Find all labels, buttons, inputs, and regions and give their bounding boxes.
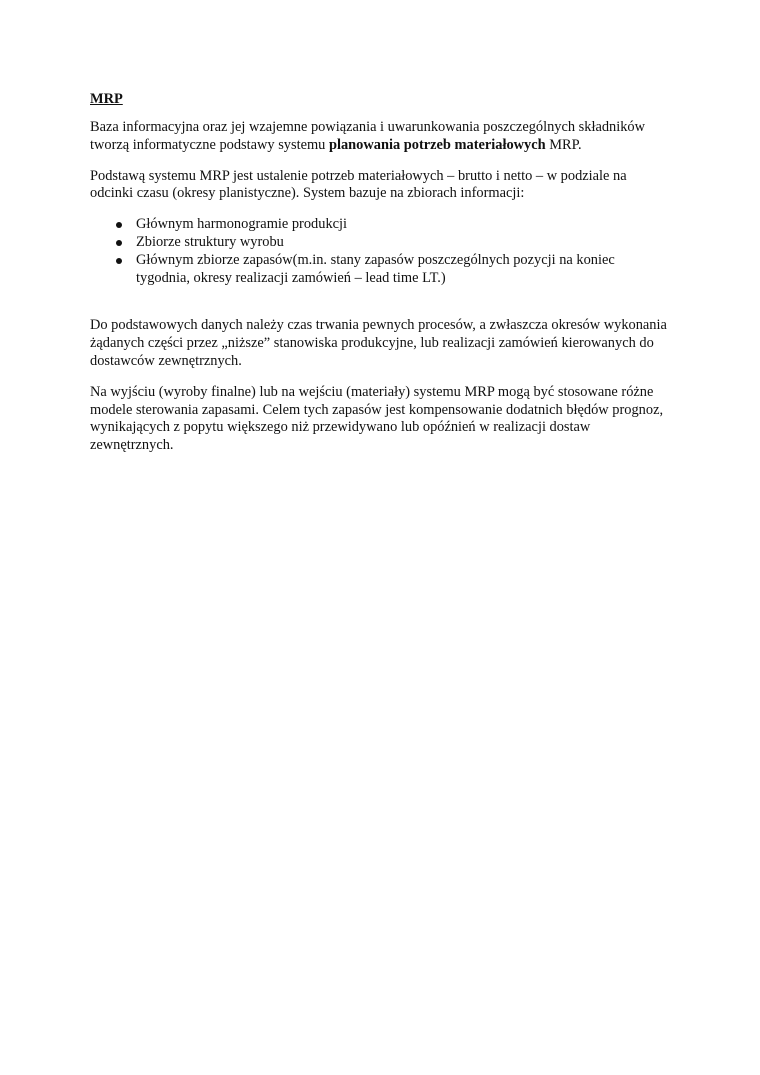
paragraph-data: Do podstawowych danych należy czas trwania pewnych procesów, a zwłaszcza okresów wykonania żądanych części przez „niższe” stanowiska produkcyjne, lub realizacji zamówień kierowanych do dostawców zewnętrznych. (90, 317, 667, 369)
bullet-icon (116, 258, 122, 264)
list-item-text: Zbiorze struktury wyrobu (136, 233, 284, 250)
list-item (136, 234, 668, 252)
bullet-icon (116, 240, 122, 246)
information-list (90, 216, 668, 287)
paragraph-intro-text: Baza informacyjna oraz jej wzajemne powiązania i uwarunkowania poszczególnych składników tworzą informatyczne podstawy systemu (90, 119, 646, 153)
document-body (90, 90, 668, 468)
paragraph-intro-end: MRP. (545, 136, 582, 153)
empty-line (90, 300, 668, 317)
list-item (136, 216, 668, 234)
list-item-text: Głównym zbiorze zapasów(m.in. stany zapasów poszczególnych pozycji na koniec tygodnia, okresy realizacji zamówień – lead time LT.) (136, 251, 615, 286)
list-item (136, 252, 668, 288)
paragraph-intro-bold: planowania potrzeb materiałowych (328, 136, 546, 153)
bullet-icon (116, 222, 122, 228)
list-item-text: Głównym harmonogramie produkcji (136, 216, 348, 233)
page-title: MRP (90, 91, 123, 107)
paragraph-models: Na wyjściu (wyroby finalne) lub na wejściu (materiały) systemu MRP mogą być stosowane różne modele sterowania zapasami. Celem tych zapasów jest kompensowanie dodatnich błędów prognoz, wynikających z popytu większego niż przewidywano lub opóźnień w realizacji dostaw zewnętrznych. (90, 383, 664, 454)
paragraph-intro (90, 119, 668, 155)
paragraph-basis: Podstawą systemu MRP jest ustalenie potrzeb materiałowych – brutto i netto – w podziale na odcinki czasu (okresy planistyczne). System bazuje na zbiorach informacji: (90, 167, 627, 202)
